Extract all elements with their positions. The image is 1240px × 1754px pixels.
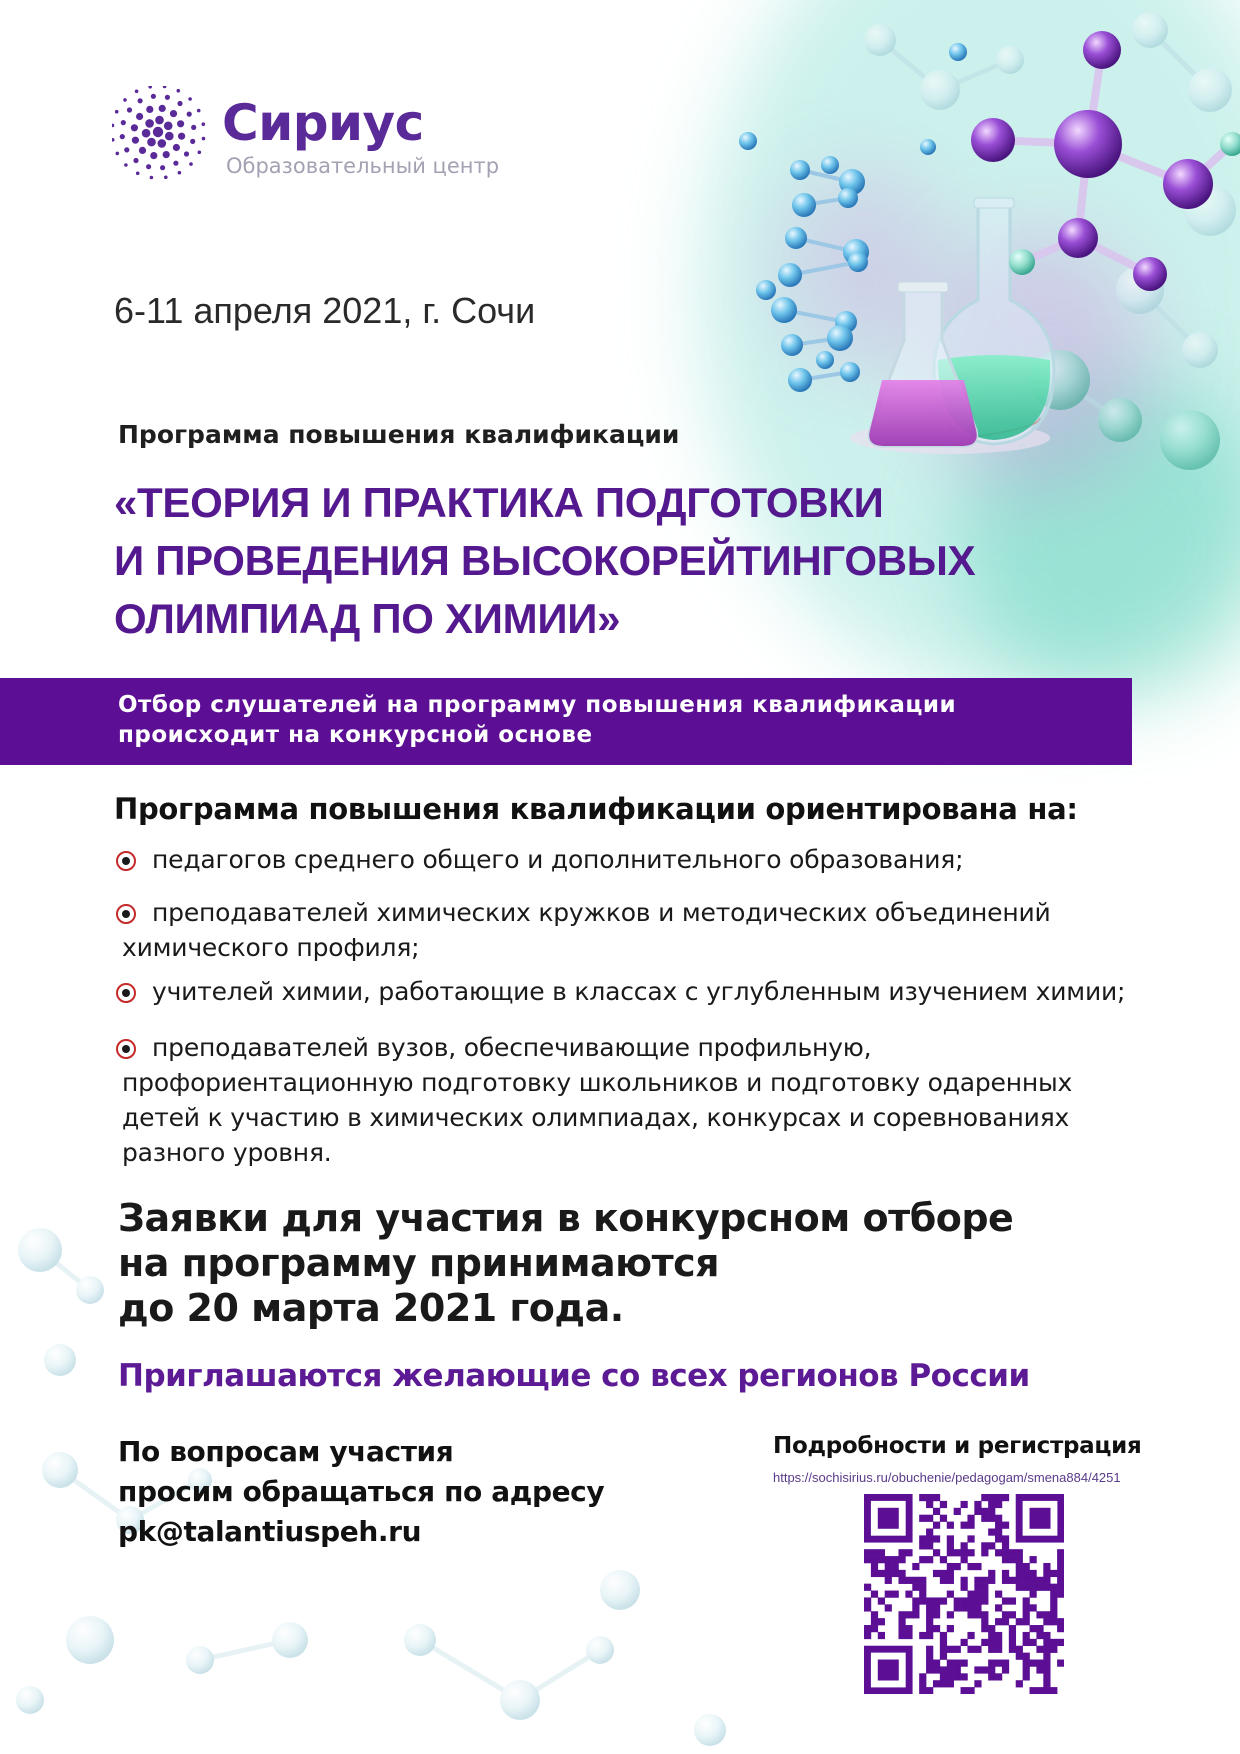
dna-helix-illustration	[756, 156, 869, 392]
audience-item-text: детей к участию в химических олимпиадах, конкурсах и соревнованиях	[122, 1103, 1070, 1132]
audience-item	[116, 895, 1051, 965]
contact-info	[118, 1432, 604, 1552]
program-label: Программа повышения квалификации	[118, 420, 680, 449]
registration-title: Подробности и регистрация	[773, 1433, 1142, 1459]
banner-line: Отбор слушателей на программу повышения квалификации	[118, 692, 957, 718]
audience-heading: Программа повышения квалификации ориентирована на:	[114, 792, 1078, 826]
contact-email[interactable]: pk@talantiuspeh.ru	[118, 1515, 422, 1548]
audience-item	[116, 974, 1125, 1009]
logo-subtitle: Образовательный центр	[226, 154, 500, 178]
selection-banner-text	[118, 690, 956, 750]
radio-bullet-icon	[116, 1039, 136, 1059]
deadline-line: до 20 марта 2021 года.	[118, 1286, 624, 1330]
radio-bullet-icon	[116, 851, 136, 871]
registration-url[interactable]: https://sochisirius.ru/obuchenie/pedagogam/smena884/4251	[773, 1470, 1121, 1485]
audience-item	[116, 1030, 1072, 1170]
audience-item-text: разного уровня.	[122, 1138, 332, 1167]
qr-code-icon[interactable]	[864, 1494, 1064, 1694]
audience-item-text: профориентационную подготовку школьников и подготовку одаренных	[122, 1068, 1073, 1097]
audience-item	[116, 842, 963, 877]
banner-line: происходит на конкурсной основе	[118, 722, 593, 748]
radio-bullet-icon	[116, 983, 136, 1003]
contact-line: просим обращаться по адресу	[118, 1475, 605, 1508]
logo	[112, 86, 532, 186]
invitation-text: Приглашаются желающие со всех регионов России	[118, 1358, 1030, 1394]
selection-banner	[0, 678, 1132, 765]
logo-name: Сириус	[222, 94, 424, 152]
audience-item-text: химического профиля;	[122, 933, 420, 962]
program-title	[114, 474, 1014, 648]
program-title-line: И ПРОВЕДЕНИЯ ВЫСОКОРЕЙТИНГОВЫХ	[114, 537, 976, 584]
dot-sphere-logo-icon	[112, 86, 212, 186]
deadline-line: на программу принимаются	[118, 1241, 720, 1285]
program-title-line: «ТЕОРИЯ И ПРАКТИКА ПОДГОТОВКИ	[114, 479, 884, 526]
audience-item-text: преподавателей химических кружков и методических объединений	[152, 898, 1051, 927]
deadline-line: Заявки для участия в конкурсном отборе	[118, 1196, 1014, 1240]
contact-line: По вопросам участия	[118, 1435, 454, 1468]
flasks-illustration	[850, 198, 1054, 454]
application-deadline	[118, 1196, 1013, 1331]
audience-item-text: учителей химии, работающие в классах с углубленным изучением химии;	[152, 977, 1126, 1006]
radio-bullet-icon	[116, 904, 136, 924]
audience-item-text: преподавателей вузов, обеспечивающие профильную,	[152, 1033, 872, 1062]
event-dates: 6-11 апреля 2021, г. Сочи	[114, 290, 536, 331]
audience-item-text: педагогов среднего общего и дополнительного образования;	[152, 845, 964, 874]
program-title-line: ОЛИМПИАД ПО ХИМИИ»	[114, 595, 621, 642]
